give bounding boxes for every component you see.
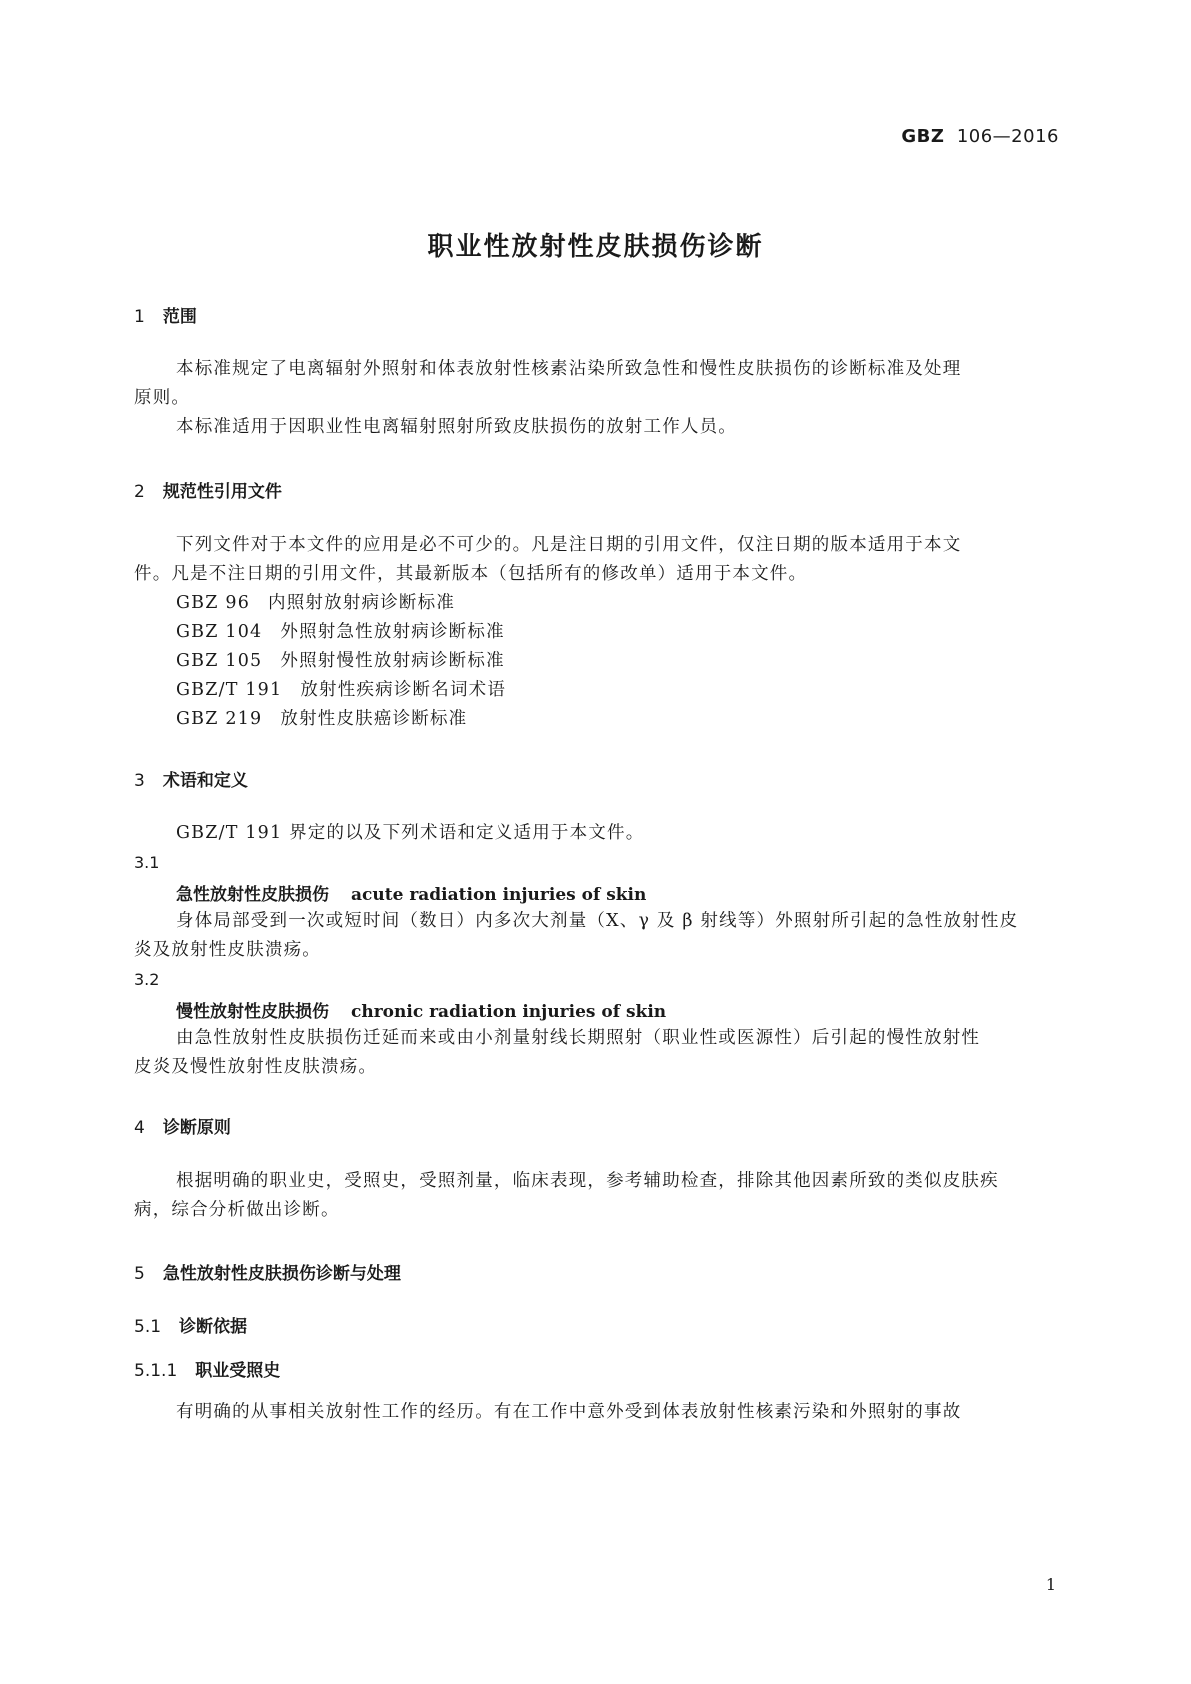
- definition-line: 炎及放射性皮肤溃疡。: [134, 940, 321, 960]
- reference-item: [176, 675, 506, 705]
- reference-item: [176, 617, 505, 647]
- section-title: 范围: [162, 307, 197, 327]
- reference-item: [176, 588, 455, 618]
- paragraph-line: 下列文件对于本文件的应用是必不可少的。凡是注日期的引用文件，仅注日期的版本适用于本文: [176, 535, 962, 555]
- section-title: 诊断依据: [179, 1317, 248, 1337]
- reference-item: [176, 646, 505, 676]
- section-4-heading: [134, 1113, 231, 1138]
- standard-code-number: 106—2016: [956, 126, 1059, 147]
- term-number: 3.2: [134, 970, 160, 989]
- section-title: 规范性引用文件: [162, 482, 282, 502]
- definition-line: 皮炎及慢性放射性皮肤溃疡。: [134, 1057, 378, 1077]
- paragraph-line: 根据明确的职业史，受照史，受照剂量，临床表现，参考辅助检查，排除其他因素所致的类似皮肤疾: [176, 1171, 999, 1191]
- definition-line: 身体局部受到一次或短时间（数日）内多次大剂量（X、γ 及 β 射线等）外照射所引起的急性放射性皮: [176, 911, 1019, 931]
- paragraph-line: 病，综合分析做出诊断。: [134, 1200, 340, 1220]
- section-number: 4: [134, 1118, 145, 1138]
- page-number: 1: [1045, 1575, 1056, 1594]
- reference-code: GBZ 219: [176, 709, 263, 729]
- section-3-heading: [134, 766, 248, 791]
- section-title: 术语和定义: [162, 771, 248, 791]
- section-title: 诊断原则: [162, 1118, 231, 1138]
- standard-code-prefix: GBZ: [901, 126, 945, 147]
- term-entry: [176, 997, 666, 1022]
- paragraph-line: 原则。: [134, 388, 191, 408]
- definition-line: 由急性放射性皮肤损伤迁延而来或由小剂量射线长期照射（职业性或医源性）后引起的慢性放射性: [176, 1028, 981, 1048]
- section-number: 5.1: [134, 1317, 162, 1337]
- paragraph-line: GBZ/T 191 界定的以及下列术语和定义适用于本文件。: [176, 823, 645, 843]
- section-title: 职业受照史: [195, 1361, 281, 1381]
- paragraph-line: 本标准适用于因职业性电离辐射照射所致皮肤损伤的放射工作人员。: [176, 417, 737, 437]
- reference-code: GBZ/T 191: [176, 680, 283, 700]
- section-number: 3: [134, 771, 145, 791]
- reference-code: GBZ 96: [176, 593, 251, 613]
- section-title: 急性放射性皮肤损伤诊断与处理: [162, 1264, 401, 1284]
- section-5-1-1-heading: [134, 1356, 280, 1381]
- reference-name: 内照射放射病诊断标准: [268, 593, 456, 613]
- section-5-heading: [134, 1259, 401, 1284]
- reference-name: 放射性疾病诊断名词术语: [300, 680, 507, 700]
- section-2-heading: [134, 477, 282, 502]
- paragraph-line: 本标准规定了电离辐射外照射和体表放射性核素沾染所致急性和慢性皮肤损伤的诊断标准及处理: [176, 359, 962, 379]
- term-chinese: 急性放射性皮肤损伤: [176, 885, 329, 905]
- term-entry: [176, 880, 646, 905]
- term-english: acute radiation injuries of skin: [351, 885, 647, 905]
- section-5-1-heading: [134, 1312, 247, 1337]
- reference-item: [176, 704, 467, 734]
- term-chinese: 慢性放射性皮肤损伤: [176, 1002, 329, 1022]
- term-number: 3.1: [134, 853, 160, 872]
- reference-name: 外照射慢性放射病诊断标准: [280, 651, 505, 671]
- term-english: chronic radiation injuries of skin: [351, 1002, 667, 1022]
- section-number: 5.1.1: [134, 1361, 178, 1381]
- standard-code: [901, 126, 1059, 147]
- document-title: 职业性放射性皮肤损伤诊断: [427, 232, 764, 262]
- reference-name: 外照射急性放射病诊断标准: [280, 622, 505, 642]
- reference-code: GBZ 105: [176, 651, 263, 671]
- reference-name: 放射性皮肤癌诊断标准: [280, 709, 468, 729]
- section-number: 1: [134, 307, 145, 327]
- reference-code: GBZ 104: [176, 622, 263, 642]
- section-number: 5: [134, 1264, 145, 1284]
- paragraph-line: 件。凡是不注日期的引用文件，其最新版本（包括所有的修改单）适用于本文件。: [134, 564, 808, 584]
- section-1-heading: [134, 302, 197, 327]
- section-number: 2: [134, 482, 145, 502]
- paragraph-line: 有明确的从事相关放射性工作的经历。有在工作中意外受到体表放射性核素污染和外照射的事故: [176, 1402, 962, 1422]
